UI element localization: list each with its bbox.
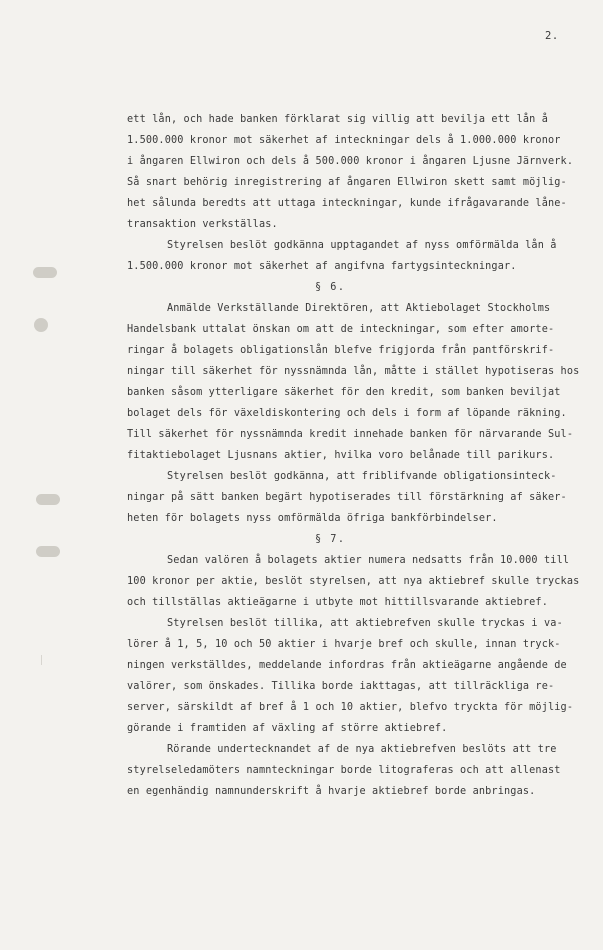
page-number: 2. — [545, 30, 559, 42]
paper-mark — [41, 655, 42, 665]
text-line: Till säkerhet för nyssnämnda kredit innehade banken för närvarande Sul- — [127, 429, 574, 440]
text-line: fitaktiebolaget Ljusnans aktier, hvilka voro belånade till parikurs. — [127, 450, 555, 461]
text-line: 100 kronor per aktie, beslöt styrelsen, att nya aktiebref skulle tryckas — [127, 576, 580, 587]
text-line: ningen verkställdes, meddelande infordras från aktieägarne angående de — [127, 660, 567, 671]
text-line: Anmälde Verkställande Direktören, att Aktiebolaget Stockholms — [167, 303, 551, 314]
text-line: görande i framtiden af växling af större aktiebref. — [127, 723, 448, 734]
text-line: 1.500.000 kronor mot säkerhet af inteckningar dels å 1.000.000 kronor — [127, 135, 561, 146]
text-line: Handelsbank uttalat önskan om att de inteckningar, som efter amorte- — [127, 324, 555, 335]
body-text — [127, 109, 580, 802]
section-heading: § 7. — [315, 534, 346, 545]
text-line: lörer å 1, 5, 10 och 50 aktier i hvarje bref och skulle, innan tryck- — [127, 639, 561, 650]
text-line: ett lån, och hade banken förklarat sig villig att bevilja ett lån å — [127, 114, 548, 125]
text-line: ningar på sätt banken begärt hypotiserades till förstärkning af säker- — [127, 492, 567, 503]
text-line: Sedan valören å bolagets aktier numera nedsatts från 10.000 till — [167, 555, 570, 566]
text-line: server, särskildt af bref å 1 och 10 aktier, blefvo tryckta för möjlig- — [127, 702, 574, 713]
text-line: heten för bolagets nyss omförmälda öfriga bankförbindelser. — [127, 513, 498, 524]
text-line: ningar till säkerhet för nyssnämnda lån, måtte i stället hypotiseras hos — [127, 366, 580, 377]
punch-hole — [36, 546, 60, 557]
text-line: ringar å bolagets obligationslån blefve frigjorda från pantförskrif- — [127, 345, 555, 356]
text-line: Styrelsen beslöt godkänna upptagandet af nyss omförmälda lån å — [167, 240, 557, 251]
text-line: Rörande undertecknandet af de nya aktiebrefven beslöts att tre — [167, 744, 557, 755]
text-line: valörer, som önskades. Tillika borde iakttagas, att tillräckliga re- — [127, 681, 555, 692]
text-line: och tillställas aktieägarne i utbyte mot hittillsvarande aktiebref. — [127, 597, 548, 608]
text-line: banken såsom ytterligare säkerhet för den kredit, som banken beviljat — [127, 387, 561, 398]
text-line: en egenhändig namnunderskrift å hvarje aktiebref borde anbringas. — [127, 786, 536, 797]
text-line: het sålunda beredts att uttaga inteckningar, kunde ifrågavarande låne- — [127, 198, 567, 209]
punch-hole — [36, 494, 60, 505]
punch-hole — [33, 267, 57, 278]
text-line: Så snart behörig inregistrering af ångaren Ellwiron skett samt möjlig- — [127, 177, 567, 188]
text-line: bolaget dels för växeldiskontering och dels i form af löpande räkning. — [127, 408, 567, 419]
section-heading: § 6. — [315, 282, 346, 293]
text-line: transaktion verkställas. — [127, 219, 278, 230]
text-line: 1.500.000 kronor mot säkerhet af angifvna fartygsinteckningar. — [127, 261, 517, 272]
text-line: Styrelsen beslöt godkänna, att friblifvande obligationsinteck- — [167, 471, 557, 482]
text-line: i ångaren Ellwiron och dels å 500.000 kronor i ångaren Ljusne Järnverk. — [127, 156, 574, 167]
punch-hole — [34, 318, 48, 332]
text-line: Styrelsen beslöt tillika, att aktiebrefven skulle tryckas i va- — [167, 618, 563, 629]
text-line: styrelseledamöters namnteckningar borde litograferas och att allenast — [127, 765, 561, 776]
